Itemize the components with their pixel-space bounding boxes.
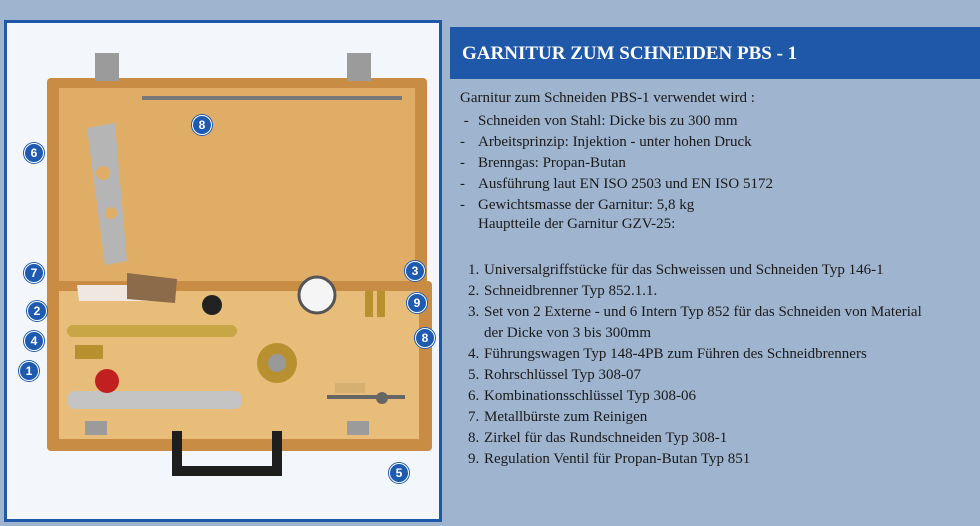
photo-marker-2: 2 <box>27 301 47 321</box>
photo-marker-6: 6 <box>24 143 44 163</box>
parts-heading: Hauptteile der Garnitur GZV-25: <box>478 216 676 232</box>
feature-item: - Ausführung laut EN ISO 2503 und EN ISO 5172 <box>460 176 773 192</box>
parts-list-item: 5. Rohrschlüssel Typ 308-07 <box>468 367 642 383</box>
photo-marker-3: 3 <box>405 261 425 281</box>
product-photo-frame <box>4 20 442 522</box>
description-panel <box>450 86 980 526</box>
parts-list <box>468 260 938 470</box>
intro-text: Garnitur zum Schneiden PBS-1 verwendet wird : <box>460 90 755 106</box>
photo-marker-1: 1 <box>19 361 39 381</box>
feature-list <box>460 111 773 216</box>
photo-marker-9: 9 <box>407 293 427 313</box>
parts-list-item: 3. Set von 2 Externe - und 6 Intern Typ 852 für das Schneiden von Material der Dicke von 3 bis 300mm <box>468 304 922 341</box>
parts-list-item: 9. Regulation Ventil für Propan-Butan Typ 851 <box>468 451 751 467</box>
photo-marker-4: 4 <box>24 331 44 351</box>
parts-list-item: 1. Universalgriffstücke für das Schweissen und Schneiden Typ 146-1 <box>468 262 884 278</box>
parts-list-item: 6. Kombinationsschlüssel Typ 308-06 <box>468 388 696 404</box>
feature-item: - Arbeitsprinzip: Injektion - unter hohen Druck <box>460 134 752 150</box>
photo-marker-5: 5 <box>389 463 409 483</box>
feature-item: - Brenngas: Propan-Butan <box>460 155 626 171</box>
photo-marker-8-top: 8 <box>192 115 212 135</box>
page-title: GARNITUR ZUM SCHNEIDEN PBS - 1 <box>450 27 980 79</box>
photo-marker-8-bottom: 8 <box>415 328 435 348</box>
photo-marker-7: 7 <box>24 263 44 283</box>
parts-list-item: 7. Metallbürste zum Reinigen <box>468 409 648 425</box>
parts-list-item: 4. Führungswagen Typ 148-4PB zum Führen des Schneidbrenners <box>468 346 867 362</box>
parts-list-item: 8. Zirkel für das Rundschneiden Typ 308-1 <box>468 430 728 446</box>
feature-item: - Gewichtsmasse der Garnitur: 5,8 kg <box>460 197 695 213</box>
feature-item: - Schneiden von Stahl: Dicke bis zu 300 mm <box>460 113 738 129</box>
parts-list-item: 2. Schneidbrenner Typ 852.1.1. <box>468 283 658 299</box>
welding-kit-case-image <box>7 23 439 519</box>
